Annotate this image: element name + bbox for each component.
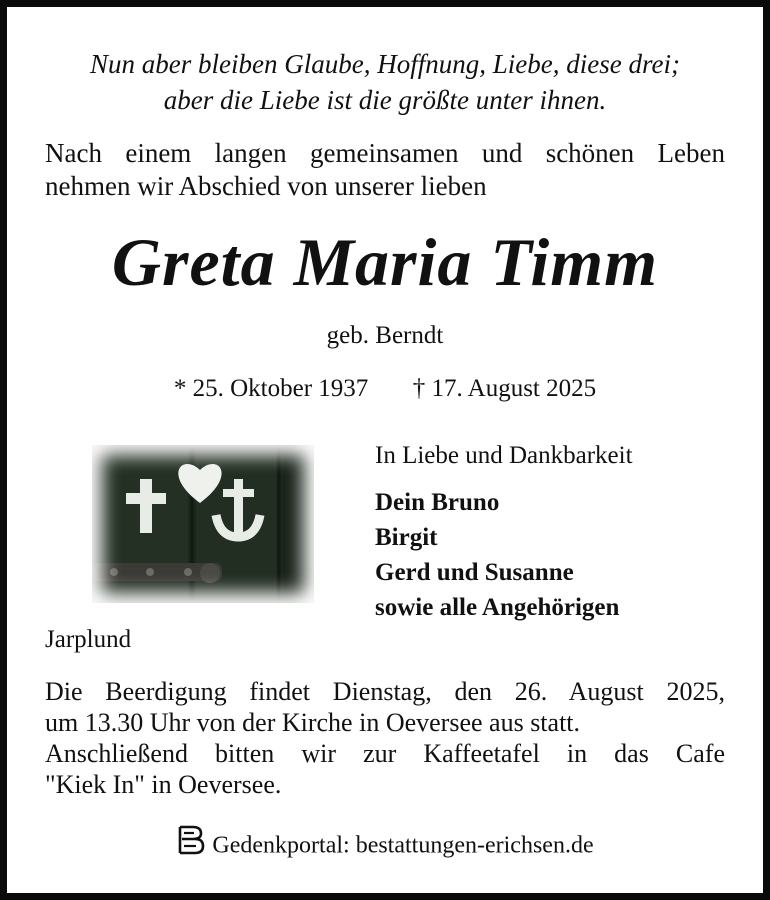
funeral-line-3: Anschließend bitten wir zur Kaffeetafel in das Cafe xyxy=(45,739,725,768)
mourner-name: Gerd und Susanne xyxy=(375,559,574,586)
mourner-name: sowie alle Angehörigen xyxy=(375,594,620,621)
funeral-line-4: "Kiek In" in Oeversee. xyxy=(45,770,282,799)
intro-line-2: nehmen wir Abschied von unserer lieben xyxy=(45,171,487,201)
intro-line-1: Nach einem langen gemeinsamen und schönen Leben xyxy=(45,138,725,168)
verse-line-2: aber die Liebe ist die größte unter ihnen. xyxy=(163,85,607,115)
mourner-name: Birgit xyxy=(375,524,438,551)
verse-line-1: Nun aber bleiben Glaube, Hoffnung, Liebe, diese drei; xyxy=(90,49,680,79)
mourner-name: Dein Bruno xyxy=(375,489,500,516)
place-name: Jarplund xyxy=(45,626,132,653)
memorial-photo xyxy=(92,445,314,603)
intro-text xyxy=(45,137,725,203)
deceased-name: Greta Maria Timm xyxy=(111,224,659,300)
portal-link-text[interactable]: Gedenkportal: bestattungen-erichsen.de xyxy=(212,832,594,859)
death-date: † 17. August 2025 xyxy=(412,375,597,402)
memorial-portal xyxy=(0,825,770,866)
mourner-list xyxy=(375,485,619,625)
funeral-line-2: um 13.30 Uhr von der Kirche in Oeversee aus statt. xyxy=(45,708,581,737)
funeral-details xyxy=(45,676,725,800)
life-dates xyxy=(20,373,750,405)
erichsen-logo-icon xyxy=(176,825,206,866)
gratitude-line: In Liebe und Dankbarkeit xyxy=(375,442,633,469)
birth-name: geb. Berndt xyxy=(326,322,444,349)
birth-date: * 25. Oktober 1937 xyxy=(173,375,369,402)
bible-verse xyxy=(30,46,740,118)
funeral-line-1: Die Beerdigung findet Dienstag, den 26. August 2025, xyxy=(45,677,725,706)
